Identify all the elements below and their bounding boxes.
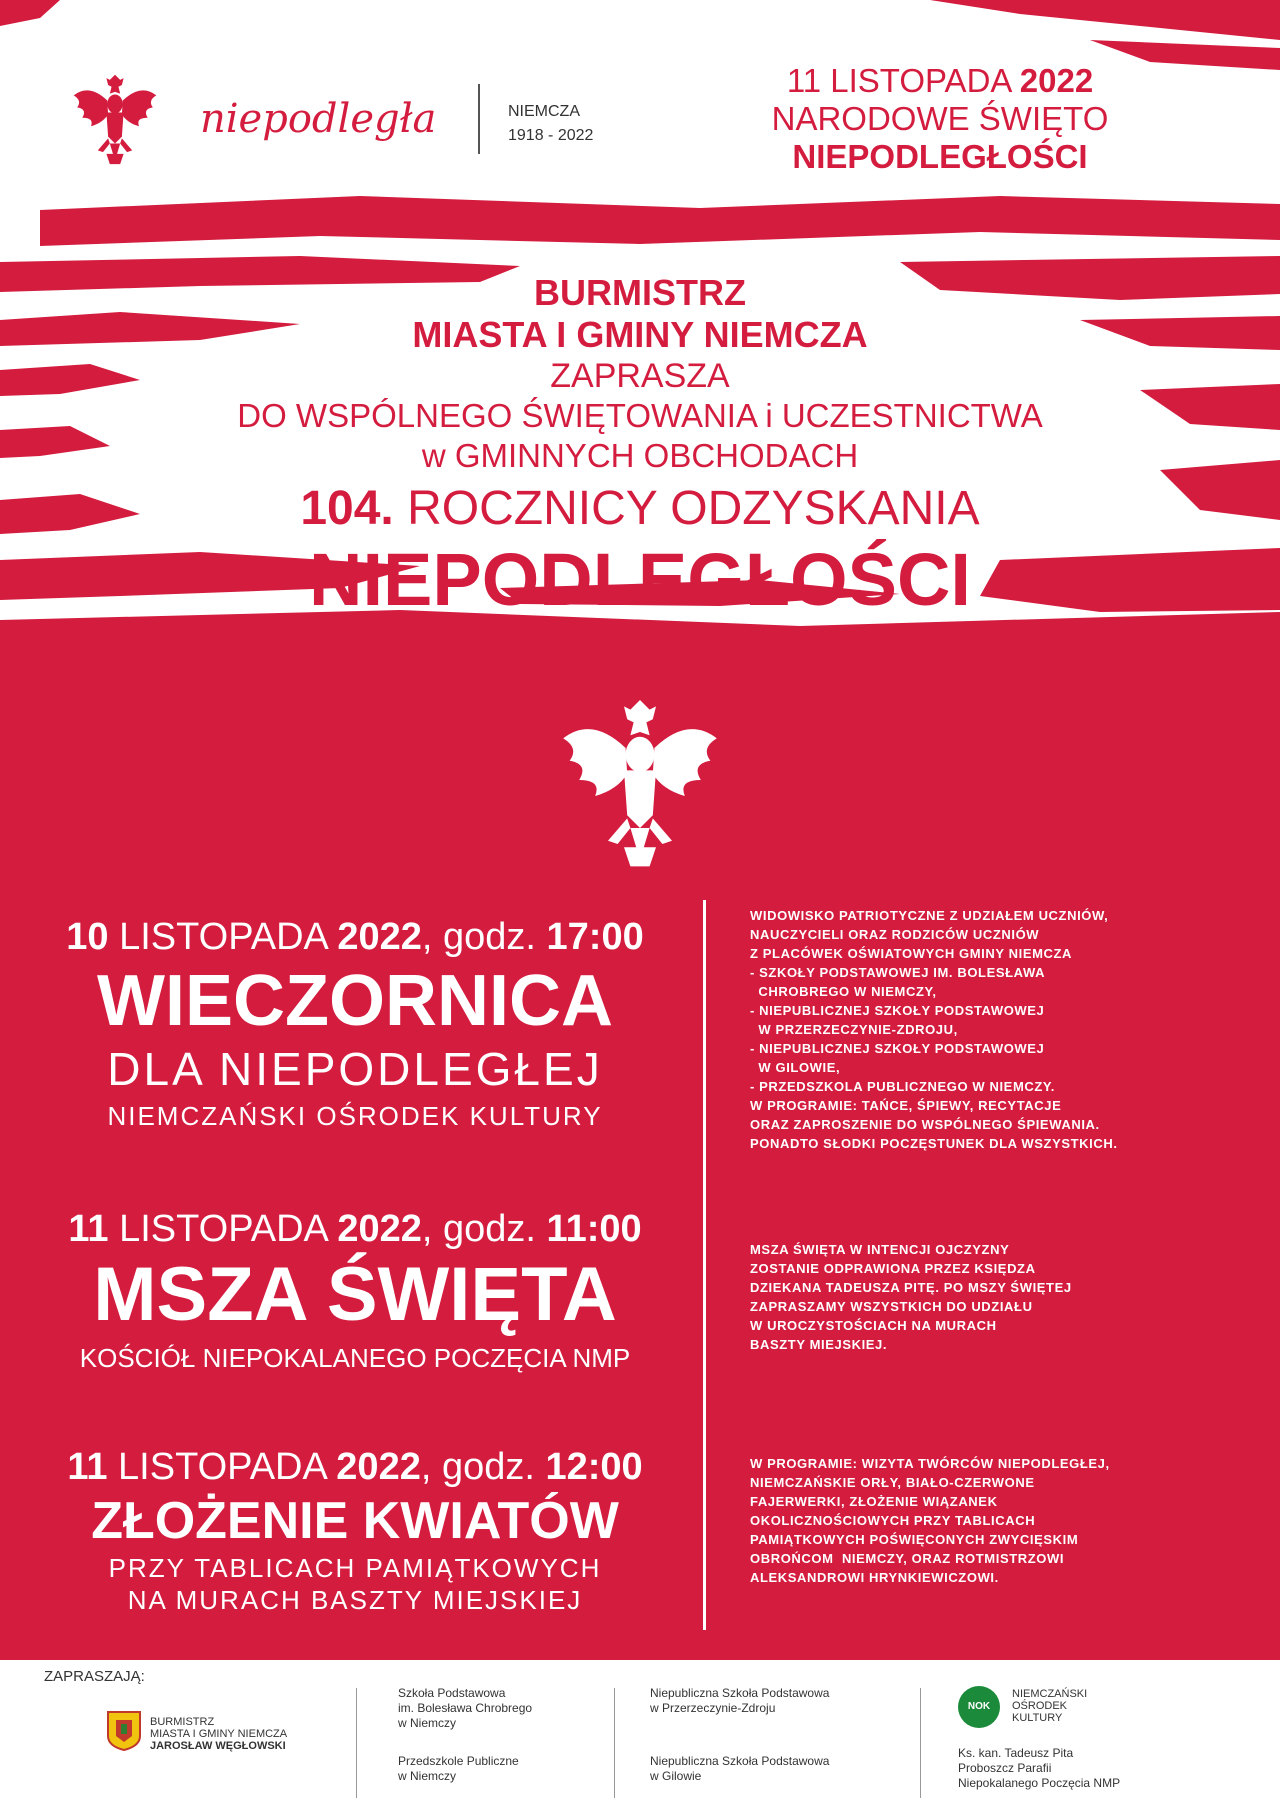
event3-desc-line: PAMIĄTKOWYCH POŚWIĘCONYCH ZWYCIĘSKIM bbox=[750, 1532, 1079, 1547]
footer-priest bbox=[958, 1746, 1120, 1791]
event1-desc-line: PONADTO SŁODKI POCZĘSTUNEK DLA WSZYSTKICH. bbox=[750, 1136, 1118, 1151]
event2-year: 2022 bbox=[337, 1208, 422, 1250]
invitation-block bbox=[100, 272, 1180, 622]
footer-culture bbox=[1012, 1688, 1087, 1724]
event2-place: KOŚCIÓŁ NIEPOKALANEGO POCZĘCIA NMP bbox=[79, 1343, 631, 1373]
event1-time: 17:00 bbox=[546, 916, 644, 958]
footer-preschool-line: Przedszkole Publiczne bbox=[398, 1754, 519, 1768]
header-year: 2022 bbox=[1019, 62, 1094, 99]
event2-desc-line: ZOSTANIE ODPRAWIONA PRZEZ KSIĘDZA bbox=[750, 1261, 1036, 1276]
footer-preschool bbox=[398, 1754, 519, 1784]
culture-center-logo-icon: NOK bbox=[958, 1686, 1000, 1728]
event1-place: NIEMCZAŃSKI OŚRODEK KULTURY bbox=[107, 1101, 603, 1131]
event-kwiaty bbox=[30, 1444, 680, 1616]
event1-desc-line: W PRZERZECZYNIE-ZDROJU, bbox=[750, 1022, 958, 1037]
event1-month: LISTOPADA bbox=[119, 916, 327, 958]
footer-mayor bbox=[150, 1716, 287, 1752]
event1-description bbox=[750, 906, 1250, 1153]
event1-desc-line: - PRZEDSZKOLA PUBLICZNEGO W NIEMCZY. bbox=[750, 1079, 1055, 1094]
event2-desc-line: ZAPRASZAMY WSZYSTKICH DO UDZIAŁU bbox=[750, 1299, 1033, 1314]
footer-divider bbox=[920, 1688, 921, 1798]
footer-mayor-line: BURMISTRZ bbox=[150, 1716, 215, 1728]
invite-anniversary-number: 104. bbox=[300, 482, 394, 535]
footer-priest-line: Proboszcz Parafii bbox=[958, 1761, 1052, 1775]
event3-desc-line: FAJERWERKI, ZŁOŻENIE WIĄZANEK bbox=[750, 1494, 998, 1509]
event1-desc-line: WIDOWISKO PATRIOTYCZNE Z UDZIAŁEM UCZNIÓW, bbox=[750, 908, 1109, 923]
event1-desc-line: W GILOWIE, bbox=[750, 1060, 841, 1075]
header-holiday-line: NARODOWE ŚWIĘTO bbox=[771, 100, 1109, 137]
place-years: 1918 - 2022 bbox=[508, 127, 594, 144]
event1-desc-line: ORAZ ZAPROSZENIE DO WSPÓLNEGO ŚPIEWANIA. bbox=[750, 1117, 1100, 1132]
footer-school3 bbox=[650, 1754, 829, 1784]
footer-culture-line: KULTURY bbox=[1012, 1712, 1063, 1724]
event3-desc-line: OKOLICZNOŚCIOWYCH PRZY TABLICACH bbox=[750, 1513, 1036, 1528]
invite-independence: NIEPODLEGŁOŚCI bbox=[309, 538, 971, 621]
invite-mayor: BURMISTRZ bbox=[534, 272, 746, 313]
event1-year: 2022 bbox=[337, 916, 422, 958]
events-divider bbox=[703, 900, 706, 1630]
event3-desc-line: ALEKSANDROWI HRYNKIEWICZOWI. bbox=[750, 1570, 999, 1585]
footer-mayor-line: MIASTA I GMINY NIEMCZA bbox=[150, 1728, 288, 1740]
event1-desc-line: - NIEPUBLICZNEJ SZKOŁY PODSTAWOWEJ bbox=[750, 1003, 1045, 1018]
header-date: 11 LISTOPADA bbox=[786, 62, 1011, 99]
footer-school2 bbox=[650, 1686, 829, 1716]
header-date-block bbox=[740, 62, 1140, 176]
header-place bbox=[508, 100, 593, 148]
footer-school1-line: im. Bolesława Chrobrego bbox=[398, 1701, 533, 1715]
event3-year: 2022 bbox=[336, 1446, 421, 1488]
event1-desc-line: CHROBREGO W NIEMCZY, bbox=[750, 984, 937, 999]
invite-obchody: w GMINNYCH OBCHODACH bbox=[421, 437, 859, 474]
footer-school2-line: Niepubliczna Szkoła Podstawowa bbox=[650, 1686, 830, 1700]
event1-title: WIECZORNICA bbox=[97, 961, 613, 1041]
footer-divider bbox=[356, 1688, 357, 1798]
event2-month: LISTOPADA bbox=[119, 1208, 327, 1250]
event1-desc-line: - NIEPUBLICZNEJ SZKOŁY PODSTAWOWEJ bbox=[750, 1041, 1045, 1056]
invite-anniversary-text: ROCZNICY ODZYSKANIA bbox=[407, 482, 980, 535]
event2-time: 11:00 bbox=[546, 1208, 642, 1250]
event1-desc-line: Z PLACÓWEK OŚWIATOWYCH GMINY NIEMCZA bbox=[750, 946, 1073, 961]
place-name: NIEMCZA bbox=[508, 103, 580, 120]
eagle-emblem-red-icon bbox=[72, 74, 158, 170]
event2-time-label: , godz. bbox=[421, 1208, 536, 1250]
event2-desc-line: W UROCZYSTOŚCIACH NA MURACH bbox=[750, 1318, 997, 1333]
event1-time-label: , godz. bbox=[421, 916, 536, 958]
municipal-crest-icon bbox=[106, 1710, 142, 1752]
event2-description bbox=[750, 1240, 1250, 1354]
footer-school2-line: w Przerzeczynie-Zdroju bbox=[650, 1701, 776, 1715]
event3-place-line2: NA MURACH BASZTY MIEJSKIEJ bbox=[127, 1585, 583, 1615]
footer-school3-line: Niepubliczna Szkoła Podstawowa bbox=[650, 1754, 830, 1768]
event3-desc-line: NIEMCZAŃSKIE ORŁY, BIAŁO-CZERWONE bbox=[750, 1475, 1035, 1490]
event2-desc-line: BASZTY MIEJSKIEJ. bbox=[750, 1337, 888, 1352]
event1-subtitle: DLA NIEPODLEGŁEJ bbox=[107, 1043, 603, 1095]
event1-desc-line: - SZKOŁY PODSTAWOWEJ IM. BOLESŁAWA bbox=[750, 965, 1046, 980]
event3-desc-line: OBROŃCOM NIEMCZY, ORAZ ROTMISTRZOWI bbox=[750, 1551, 1065, 1566]
eagle-emblem-white-icon bbox=[560, 700, 720, 876]
header-independence: NIEPODLEGŁOŚCI bbox=[792, 138, 1088, 175]
invite-municipality: MIASTA I GMINY NIEMCZA bbox=[412, 314, 868, 355]
event2-desc-line: MSZA ŚWIĘTA W INTENCJI OJCZYZNY bbox=[750, 1242, 1010, 1257]
footer-priest-line: Niepokalanego Poczęcia NMP bbox=[958, 1776, 1121, 1790]
footer-culture-line: NIEMCZAŃSKI bbox=[1012, 1688, 1088, 1700]
footer-culture-line: OŚRODEK bbox=[1012, 1700, 1068, 1712]
footer-school1-line: w Niemczy bbox=[398, 1716, 457, 1730]
event2-title: MSZA ŚWIĘTA bbox=[93, 1252, 617, 1337]
footer-preschool-line: w Niemczy bbox=[398, 1769, 457, 1783]
event1-desc-line: NAUCZYCIELI ORAZ RODZICÓW UCZNIÓW bbox=[750, 927, 1040, 942]
event3-description bbox=[750, 1454, 1260, 1587]
invite-invites: ZAPRASZA bbox=[550, 357, 730, 395]
footer-school3-line: w Gilowie bbox=[650, 1769, 702, 1783]
invite-celebrate: DO WSPÓLNEGO ŚWIĘTOWANIA i UCZESTNICTWA bbox=[237, 397, 1043, 434]
event2-day: 11 bbox=[68, 1208, 109, 1250]
footer-school1 bbox=[398, 1686, 532, 1731]
event3-time: 12:00 bbox=[545, 1446, 643, 1488]
footer-mayor-name: JAROSŁAW WĘGŁOWSKI bbox=[150, 1740, 286, 1752]
event3-day: 11 bbox=[67, 1446, 108, 1488]
footer-priest-line: Ks. kan. Tadeusz Pita bbox=[958, 1746, 1074, 1760]
event-msza bbox=[30, 1206, 680, 1378]
event3-place-line1: PRZY TABLICACH PAMIĄTKOWYCH bbox=[108, 1553, 602, 1583]
event-wieczornica bbox=[30, 914, 680, 1136]
event3-month: LISTOPADA bbox=[118, 1446, 326, 1488]
header-divider bbox=[478, 84, 480, 154]
event3-title: ZŁOŻENIE KWIATÓW bbox=[91, 1492, 619, 1550]
niepodlegla-script-logo: niepodległa bbox=[200, 96, 437, 142]
event1-day: 10 bbox=[66, 916, 109, 958]
event3-desc-line: W PROGRAMIE: WIZYTA TWÓRCÓW NIEPODLEGŁEJ, bbox=[750, 1456, 1110, 1471]
event2-desc-line: DZIEKANA TADEUSZA PITĘ. PO MSZY ŚWIĘTEJ bbox=[750, 1280, 1072, 1295]
event1-desc-line: W PROGRAMIE: TAŃCE, ŚPIEWY, RECYTACJE bbox=[750, 1098, 1062, 1113]
event3-time-label: , godz. bbox=[420, 1446, 535, 1488]
footer-divider bbox=[614, 1688, 615, 1798]
footer-label: ZAPRASZAJĄ: bbox=[44, 1668, 145, 1685]
footer-school1-line: Szkoła Podstawowa bbox=[398, 1686, 506, 1700]
